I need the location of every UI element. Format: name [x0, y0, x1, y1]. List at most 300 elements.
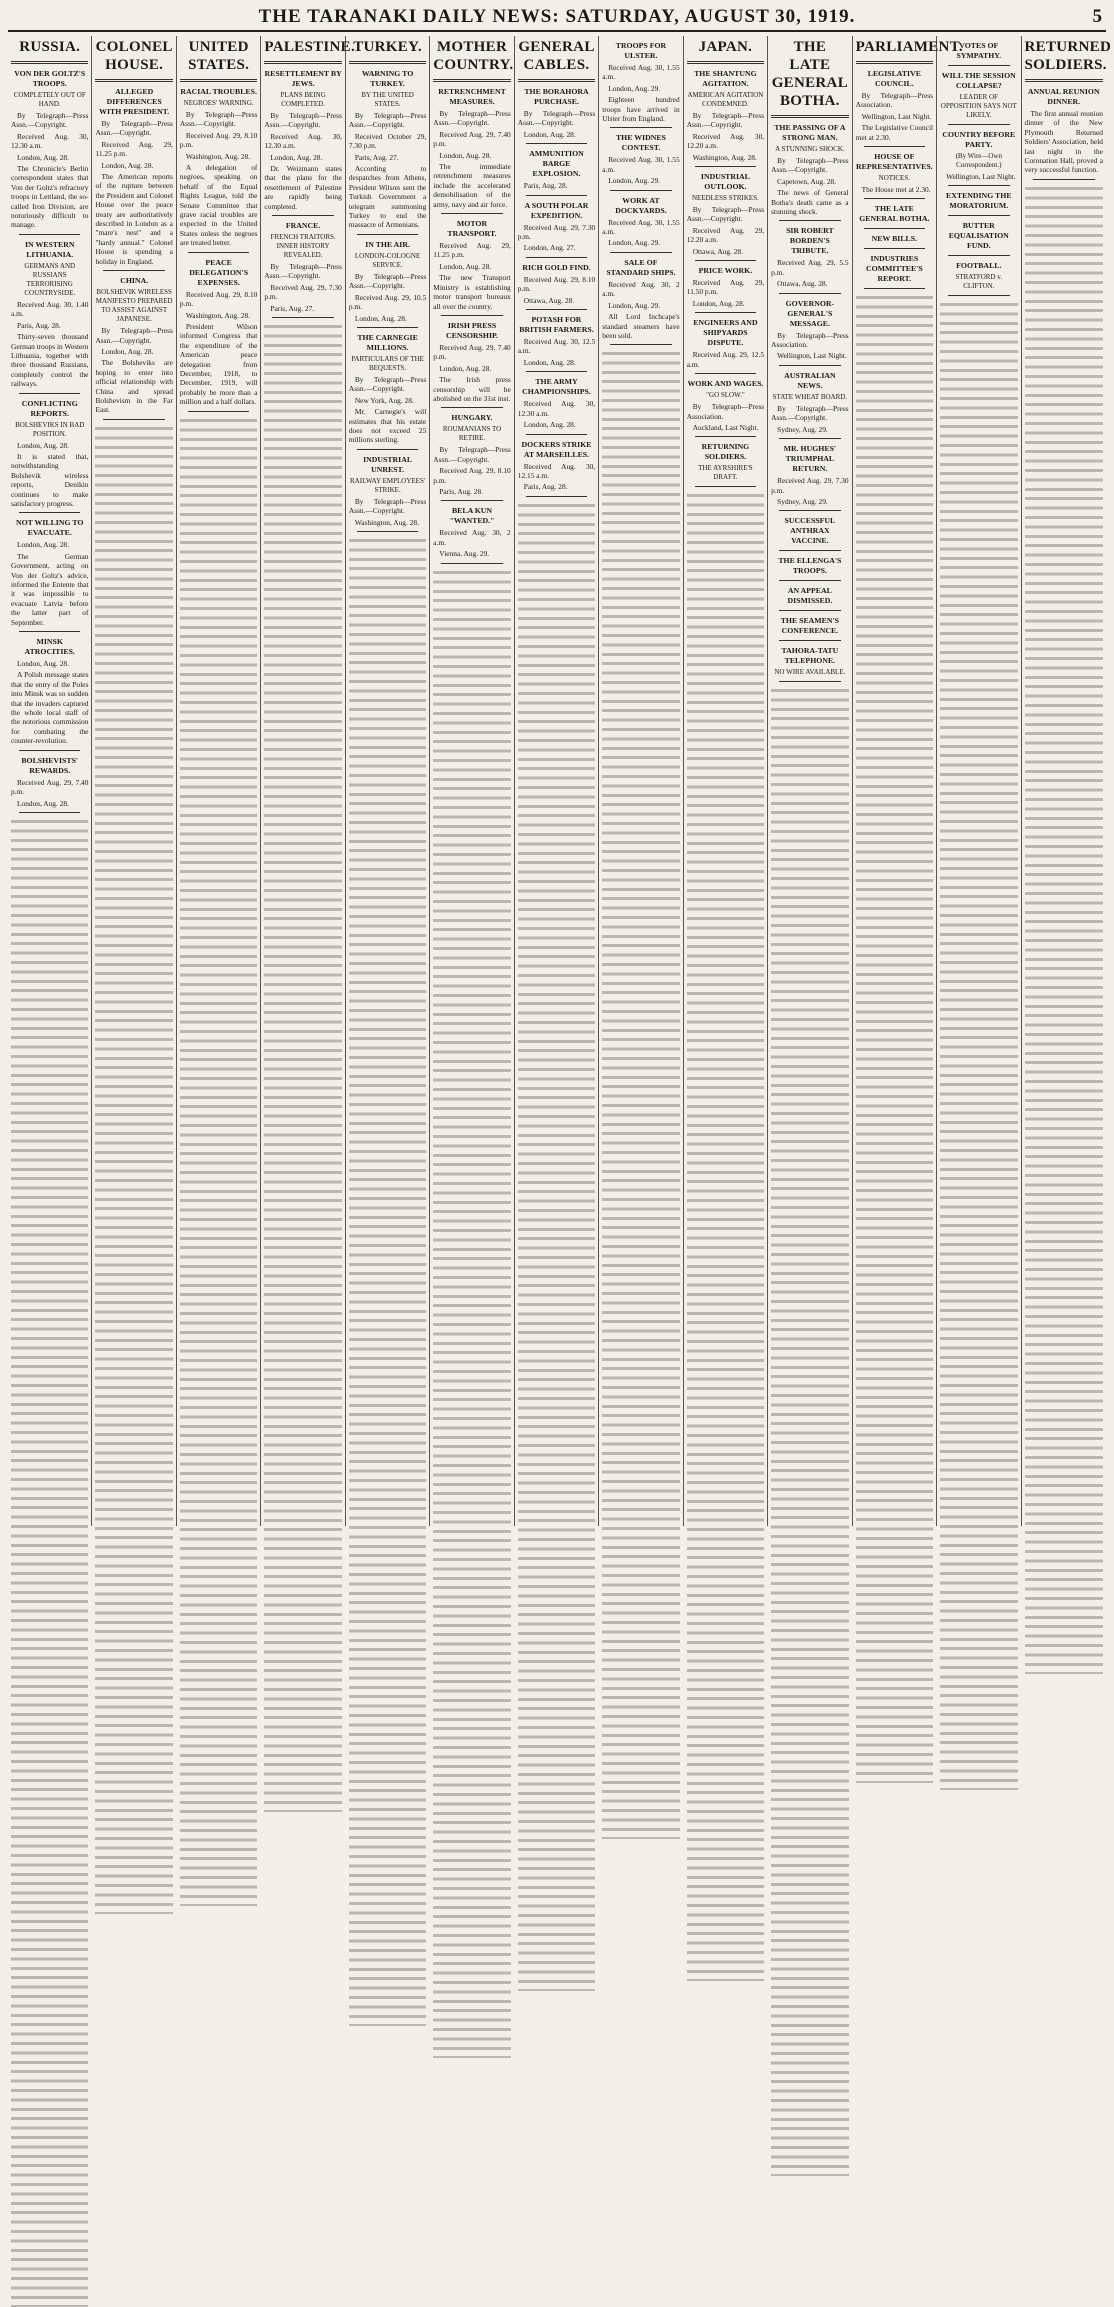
story-text: All Lord Inchcape's standard steamers have been sold. — [602, 312, 680, 340]
column-heading: THE LATE GENERAL BOTHA. — [771, 39, 848, 109]
masthead — [8, 4, 1106, 32]
story-divider — [526, 195, 587, 196]
story-divider — [441, 407, 502, 408]
page-number: 5 — [1092, 6, 1102, 27]
story-title: THE PASSING OF A STRONG MAN. — [774, 123, 846, 142]
story-divider — [779, 681, 840, 682]
story-text: London, Aug. 28. — [17, 440, 69, 450]
story-title: THE SHANTUNG AGITATION. — [694, 69, 757, 88]
story-text: London, Aug. 29. — [608, 300, 661, 310]
story-text: Received Aug. 30, 12.30 a.m. — [264, 131, 342, 151]
story-text: London, Aug. 28. — [354, 313, 407, 323]
story-text: By Telegraph—Press Assn.—Copyright. — [348, 271, 427, 291]
story-divider — [441, 500, 502, 501]
story-text: By Telegraph—Press Assn.—Copyright. — [771, 156, 849, 175]
story-divider — [357, 234, 418, 235]
story-divider — [610, 127, 671, 128]
story-title: RESETTLEMENT BY JEWS. — [264, 69, 342, 88]
story-subtitle: A STUNNING SHOCK. — [775, 145, 845, 153]
story-subtitle: PLANS BEING COMPLETED. — [280, 91, 326, 108]
story-title: CONFLICTING REPORTS. — [21, 398, 78, 418]
story-text: Paris, Aug. 28. — [17, 320, 61, 330]
story-title: COUNTRY BEFORE PARTY. — [942, 130, 1016, 149]
body-text-texture — [602, 349, 679, 1839]
story-text: London, Aug. 28. — [17, 540, 69, 550]
story-subtitle: STRATFORD v. CLIFTON. — [955, 273, 1003, 291]
story-text: The American reports of the rupture between the President and Colonel House over the peace treaty are authoritatively described in London as a "mare's nest" and a "hardy annual." Colonel House is spending a holiday in England. — [95, 172, 173, 266]
story-divider — [357, 449, 418, 450]
story-divider — [779, 220, 840, 221]
story-title: GOVERNOR-GENERAL'S MESSAGE. — [785, 298, 835, 328]
body-text-texture — [771, 686, 848, 2176]
story-text: Washington, Aug. 28. — [692, 152, 757, 162]
story-title: RICH GOLD FIND. — [522, 262, 591, 272]
story-title: WORK AT DOCKYARDS. — [615, 195, 667, 215]
story-text: The Legislative Council met at 2.30. — [855, 123, 934, 142]
story-text: The first annual reunion dinner of the New Plymouth Returned Soldiers' Association, held last night in the Coronation Hall, proved a very successful function. — [1024, 109, 1103, 175]
story-title: HUNGARY. — [451, 413, 493, 423]
story-divider — [103, 270, 164, 271]
story-text: Received Aug. 29, 8.10 p.m. — [179, 130, 258, 150]
story-title: THE LATE GENERAL BOTHA. — [859, 204, 930, 224]
story-text: London, Aug. 28. — [439, 261, 492, 271]
story-text: Capetown, Aug. 28. — [777, 176, 837, 186]
story-divider — [188, 252, 249, 253]
story-title: MR. HUGHES' TRIUMPHAL RETURN. — [783, 444, 837, 474]
story-text: By Telegraph—Press Assn.—Copyright. — [517, 109, 596, 128]
story-text: Received Aug. 29, 10.5 p.m. — [348, 292, 427, 312]
story-divider — [779, 510, 840, 511]
story-subtitle: ROUMANIANS TO RETIRE. — [442, 425, 502, 443]
body-text-texture — [95, 424, 172, 1914]
story-title: A SOUTH POLAR EXPEDITION. — [524, 200, 589, 220]
story-subtitle: BOLSHEVIKS IN BAD POSITION. — [15, 420, 85, 438]
story-title: THE BORAHORA PURCHASE. — [524, 87, 589, 106]
newspaper-title: THE TARANAKI DAILY NEWS: SATURDAY, AUGUST 30, 1919. — [258, 6, 856, 27]
story-text: Washington, Aug. 28. — [185, 310, 250, 320]
story-text: Received Aug. 30, 12.5 a.m. — [517, 337, 596, 356]
story-title: THE WIDNES CONTEST. — [615, 133, 666, 153]
heading-rule — [687, 61, 764, 64]
body-text-texture — [180, 416, 257, 1906]
column-7 — [515, 36, 599, 1526]
column-heading: PARLIAMENT. — [855, 39, 963, 55]
column-heading: JAPAN. — [698, 39, 753, 55]
story-text: Received Aug. 29, 12.5 a.m. — [686, 350, 765, 369]
story-title: VON DER GOLTZ'S TROOPS. — [14, 69, 86, 88]
story-text: London, Aug. 28. — [692, 298, 745, 308]
body-text-texture — [264, 322, 341, 1812]
story-subtitle: NO WIRE AVAILABLE. — [774, 668, 846, 677]
story-divider — [779, 438, 840, 439]
story-title: RACIAL TROUBLES. — [180, 87, 257, 96]
story-divider — [441, 563, 502, 564]
column-3 — [177, 36, 261, 1526]
story-text: London, Aug. 28. — [17, 798, 69, 808]
story-title: WARNING TO TURKEY. — [361, 69, 414, 88]
story-text: By Telegraph—Press Association. — [771, 330, 849, 350]
story-title: RETRENCHMENT MEASURES. — [438, 87, 506, 106]
story-text: London, Aug. 28. — [523, 420, 576, 430]
story-text: The immediate retrenchment measures include the accelerated demobilisation of the army, navy and air force. — [433, 162, 511, 209]
story-text: Sydney, Aug. 29. — [777, 496, 828, 506]
story-text: By Telegraph—Press Assn.—Copyright. — [433, 109, 511, 128]
story-subtitle: NEEDLESS STRIKES. — [691, 194, 759, 203]
story-title: POTASH FOR BRITISH FARMERS. — [519, 315, 594, 335]
story-title: VOTES OF SYMPATHY. — [956, 41, 1002, 60]
story-title: PRICE WORK. — [698, 266, 753, 276]
story-divider — [526, 257, 587, 258]
story-text: Received Aug. 30, 12.30 a.m. — [517, 399, 596, 418]
story-title: THE ARMY CHAMPIONSHIPS. — [522, 377, 591, 397]
story-title: LEGISLATIVE COUNCIL. — [867, 69, 921, 88]
story-divider — [526, 143, 587, 144]
story-title: DOCKERS STRIKE AT MARSEILLES. — [521, 439, 592, 459]
body-text-texture — [518, 501, 595, 1991]
story-text: Sydney, Aug. 29. — [777, 424, 828, 434]
story-subtitle: RAILWAY EMPLOYEES' STRIKE. — [350, 476, 426, 494]
story-text: Washington, Aug. 28. — [185, 151, 250, 161]
story-divider — [526, 496, 587, 497]
story-title: PEACE DELEGATION'S EXPENSES. — [189, 257, 249, 287]
story-text: Dr. Weizmann states that the plans for the resettlement of Palestine are rapidly being completed. — [264, 164, 342, 211]
story-title: SIR ROBERT BORDEN'S TRIBUTE. — [786, 226, 834, 256]
story-title: RETURNING SOLDIERS. — [701, 442, 750, 462]
story-subtitle: LONDON-COLOGNE SERVICE. — [354, 251, 421, 269]
story-divider — [779, 640, 840, 641]
story-title: WILL THE SESSION COLLAPSE? — [941, 71, 1016, 90]
story-text: The Chronicle's Berlin correspondent states that Von der Goltz's refractory troops in Lettland, the so-called Iron Division, are notoriously difficult to manage. — [11, 164, 89, 230]
story-divider — [864, 288, 925, 289]
story-title: BUTTER EQUALISATION FUND. — [948, 221, 1009, 251]
story-text: The Irish press censorship will be abolished on the 31st inst. — [433, 375, 511, 403]
story-subtitle: "GO SLOW." — [706, 391, 745, 400]
story-subtitle: (By Wire—Own Correspondent.) — [955, 152, 1003, 169]
story-text: London, Aug. 28. — [439, 363, 492, 373]
story-text: Washington, Aug. 28. — [354, 517, 419, 527]
story-text: By Telegraph—Press Assn.—Copyright. — [11, 111, 89, 130]
story-title: IRISH PRESS CENSORSHIP. — [446, 320, 498, 340]
story-divider — [19, 393, 80, 394]
story-subtitle: LEADER OF OPPOSITION SAYS NOT LIKELY. — [940, 93, 1017, 119]
story-title: ANNUAL REUNION DINNER. — [1027, 87, 1100, 106]
story-text: The German Government, acting on Von der Goltz's advice, informed the Entente that it was impossible to evacuate Latvia before the latter part of September. — [11, 551, 89, 627]
story-divider — [441, 315, 502, 316]
column-11 — [853, 36, 963, 1526]
story-text: Received Aug. 29, 11.25 p.m. — [95, 139, 173, 159]
column-13 — [1022, 36, 1112, 1526]
story-text: By Telegraph—Press Assn.—Copyright. — [95, 119, 173, 138]
column-heading: TURKEY. — [353, 39, 422, 55]
story-divider — [695, 436, 756, 437]
heading-rule — [433, 79, 510, 82]
story-subtitle: PARTICULARS OF THE BEQUESTS. — [351, 354, 424, 372]
story-title: WORK AND WAGES. — [687, 379, 764, 389]
story-text: By Telegraph—Press Assn.—Copyright. — [686, 205, 765, 224]
story-text: New York, Aug. 28. — [354, 395, 414, 405]
column-9 — [684, 36, 768, 1526]
story-text: Received Aug. 29, 7.30 p.m. — [264, 282, 342, 302]
column-heading: MOTHER COUNTRY. — [433, 39, 514, 73]
story-divider — [103, 419, 164, 420]
story-text: By Telegraph—Press Assn.—Copyright. — [348, 496, 427, 516]
story-title: EXTENDING THE MORATORIUM. — [946, 191, 1012, 211]
heading-rule — [1025, 79, 1103, 82]
story-divider — [695, 312, 756, 313]
story-divider — [357, 327, 418, 328]
story-subtitle: GERMANS AND RUSSIANS TERRORISING COUNTRYSIDE. — [24, 261, 76, 297]
story-text: Received Aug. 30, 1.55 a.m. — [602, 63, 680, 82]
story-text: London, Aug. 29. — [608, 83, 661, 93]
story-text: Received Aug. 29, 5.5 p.m. — [771, 258, 849, 277]
story-divider — [695, 373, 756, 374]
story-title: BELA KUN "WANTED." — [449, 506, 495, 526]
story-divider — [948, 124, 1009, 125]
story-title: INDUSTRIES COMMITTEE'S REPORT. — [865, 254, 923, 284]
story-title: ENGINEERS AND SHIPYARDS DISPUTE. — [693, 318, 758, 348]
story-title: IN WESTERN LITHUANIA. — [24, 239, 75, 259]
column-heading: GENERAL CABLES. — [518, 39, 595, 73]
story-text: Received Aug. 30, 1.55 a.m. — [602, 217, 680, 237]
column-heading: UNITED STATES. — [188, 39, 250, 73]
story-text: Received Aug. 29, 8.10 p.m. — [433, 466, 511, 485]
story-text: Received Aug. 29, 8.10 p.m. — [179, 289, 258, 309]
story-divider — [779, 550, 840, 551]
story-divider — [19, 631, 80, 632]
story-text: The new Transport Ministry is establishing motor transport bureaux all over the country. — [433, 273, 511, 311]
story-divider — [1033, 179, 1095, 180]
story-divider — [695, 486, 756, 487]
story-text: Wellington, Last Night. — [946, 172, 1016, 181]
story-title: INDUSTRIAL UNREST. — [363, 454, 413, 474]
story-divider — [272, 317, 333, 318]
column-heading: RETURNED SOLDIERS. — [1024, 39, 1112, 73]
story-divider — [441, 213, 502, 214]
column-heading: RUSSIA. — [19, 39, 81, 55]
story-text: It is stated that, notwithstanding Bolshevik wireless reports, Denikin continues to make satisfactory progress. — [11, 451, 89, 508]
body-text-texture — [11, 817, 88, 2307]
story-title: THE CARNEGIE MILLIONS. — [357, 332, 418, 352]
story-title: IN THE AIR. — [365, 239, 410, 249]
body-text-texture — [433, 568, 510, 2058]
story-text: Received Aug. 30, 12.15 a.m. — [517, 461, 596, 480]
story-text: A Polish message states that the entry of the Poles into Minsk was so sudden that the invaders captured the whole local staff of the notorious commission for combating the counter-revolution. — [11, 670, 89, 746]
story-text: By Telegraph—Press Assn.—Copyright. — [348, 111, 427, 130]
story-text: The news of General Botha's death came as a stunning shock. — [771, 188, 849, 217]
story-text: Received Aug. 30, 2 a.m. — [433, 528, 511, 547]
story-text: Received Aug. 29, 7.40 p.m. — [11, 777, 89, 797]
column-4 — [261, 36, 356, 1526]
columns-area — [8, 36, 1112, 1526]
story-subtitle: FRENCH TRAITORS. INNER HISTORY REVEALED. — [270, 233, 336, 260]
story-text: Wellington, Last Night. — [777, 351, 847, 361]
story-text: Received Aug. 29, 7.30 p.m. — [771, 476, 849, 495]
story-text: Mr. Carnegie's will estimates that his estate does not exceed 25 millions sterling. — [348, 407, 427, 445]
story-divider — [526, 309, 587, 310]
heading-rule — [349, 61, 426, 64]
story-text: By Telegraph—Press Assn.—Copyright. — [264, 262, 342, 281]
story-title: AUSTRALIAN NEWS. — [784, 370, 836, 390]
story-text: London, Aug. 28. — [523, 357, 576, 367]
column-heading: PALESTINE. — [264, 39, 356, 55]
story-title: TROOPS FOR ULSTER. — [615, 41, 667, 60]
story-text: President Wilson informed Congress that the expenditure of the American peace delegation from December, 1918, to December, 1919, will probably be more than a million and a half dollars. — [179, 321, 258, 407]
story-title: MINSK ATROCITIES. — [24, 637, 75, 657]
body-text-texture — [349, 536, 426, 2026]
column-6 — [430, 36, 514, 1526]
story-divider — [864, 228, 925, 229]
body-text-texture — [940, 300, 1017, 1790]
story-subtitle: NOTICES. — [878, 174, 910, 183]
story-text: Vienna, Aug. 29. — [439, 549, 490, 559]
story-text: A delegation of negroes, speaking on behalf of the Equal Rights League, told the Senate Committee that grave racial troubles are expected in the United States unless the negroes are treated better. — [179, 163, 258, 248]
story-subtitle: BY THE UNITED STATES. — [361, 91, 414, 108]
story-text: By Telegraph—Press Assn.—Copyright. — [348, 374, 427, 394]
story-divider — [948, 215, 1009, 216]
story-text: Received Aug. 29, 11.50 p.m. — [686, 278, 765, 297]
story-divider — [779, 293, 840, 294]
story-text: Paris, Aug. 28. — [523, 482, 568, 492]
story-text: Received Aug. 29, 11.25 p.m. — [433, 241, 511, 260]
story-text: According to despatches from Athens, President Wilson sent the Turkish Government a telegram summoning Turkey to end the massacre of Armenians. — [348, 164, 427, 230]
story-text: Received Aug. 30, 2 a.m. — [602, 279, 680, 299]
story-text: Received Aug. 29, 7.30 p.m. — [517, 222, 596, 242]
story-title: BOLSHEVISTS' REWARDS. — [21, 755, 79, 775]
story-divider — [779, 580, 840, 581]
story-subtitle: THE AYRSHIRE'S DRAFT. — [698, 464, 753, 482]
heading-rule — [11, 61, 88, 64]
story-text: Eighteen hundred troops have arrived in Ulster from England. — [602, 95, 680, 124]
story-text: Paris, Aug. 27. — [270, 303, 315, 313]
story-text: Auckland, Last Night. — [692, 422, 759, 432]
heading-rule — [771, 115, 848, 118]
story-title: MOTOR TRANSPORT. — [447, 219, 497, 239]
story-text: By Telegraph—Press Assn.—Copyright. — [95, 326, 173, 345]
story-text: London, Aug. 28. — [439, 150, 492, 160]
body-text-texture — [687, 491, 764, 1981]
story-text: Received Aug. 29, 8.10 p.m. — [517, 274, 596, 294]
story-subtitle: NEGROES' WARNING. — [183, 99, 254, 107]
story-title: TAHORA-TATU TELEPHONE. — [781, 646, 839, 666]
story-text: By Telegraph—Press Assn.—Copyright. — [179, 110, 258, 129]
story-divider — [19, 750, 80, 751]
story-text: London, Aug. 28. — [523, 129, 576, 139]
story-text: London, Aug. 28. — [101, 160, 154, 170]
story-text: Received October 29, 7.30 p.m. — [348, 131, 427, 151]
story-text: Wellington, Last Night. — [861, 111, 932, 121]
story-title: INDUSTRIAL OUTLOOK. — [700, 172, 750, 192]
story-title: THE SEAMEN'S CONFERENCE. — [780, 616, 839, 636]
story-divider — [272, 215, 333, 216]
story-title: FRANCE. — [285, 221, 321, 231]
story-title: FOOTBALL. — [956, 261, 1002, 271]
story-title: AMMUNITION BARGE EXPLOSION. — [529, 149, 584, 179]
story-text: Received Aug. 30, 1.40 a.m. — [11, 299, 89, 319]
story-divider — [948, 185, 1009, 186]
story-divider — [188, 411, 249, 412]
story-title: SUCCESSFUL ANTHRAX VACCINE. — [784, 516, 836, 546]
story-text: London, Aug. 28. — [17, 659, 69, 669]
story-text: The House met at 2.30. — [861, 185, 931, 195]
story-text: London, Aug. 29. — [608, 176, 661, 186]
story-text: Received Aug. 30, 12.30 a.m. — [11, 131, 89, 151]
story-text: By Telegraph—Press Assn.—Copyright. — [771, 403, 849, 423]
story-title: SALE OF STANDARD SHIPS. — [606, 257, 676, 277]
story-text: Received Aug. 30, 1.55 a.m. — [602, 155, 680, 174]
story-text: The Bolsheviks are hoping to enter into official relationship with China and spread Bolshevism in the Far East. — [95, 358, 173, 415]
story-subtitle: COMPLETELY OUT OF HAND. — [13, 91, 86, 108]
story-title: THE ELLENGA'S TROOPS. — [778, 556, 842, 576]
heading-rule — [95, 79, 172, 82]
column-2 — [92, 36, 176, 1526]
story-title: AN APPEAL DISMISSED. — [787, 586, 833, 606]
story-text: By Telegraph—Press Association. — [855, 91, 934, 110]
heading-rule — [264, 61, 341, 64]
story-text: By Telegraph—Press Assn.—Copyright. — [264, 111, 342, 130]
story-title: CHINA. — [120, 276, 149, 286]
column-heading: COLONEL HOUSE. — [95, 39, 173, 73]
story-divider — [695, 166, 756, 167]
story-text: London, Aug. 27. — [523, 243, 576, 253]
story-text: London, Aug. 28. — [17, 152, 69, 162]
story-text: Received Aug. 29, 7.40 p.m. — [433, 129, 511, 149]
story-divider — [610, 344, 671, 345]
story-text: By Telegraph—Press Association. — [686, 402, 765, 421]
story-text: Paris, Aug. 27. — [354, 152, 399, 162]
story-text: Received Aug. 29, 12.20 a.m. — [686, 225, 765, 245]
story-title: NEW BILLS. — [871, 234, 918, 244]
story-divider — [779, 610, 840, 611]
story-text: Ottawa, Aug. 28. — [523, 295, 575, 305]
story-text: By Telegraph—Press Assn.—Copyright. — [686, 111, 765, 130]
story-divider — [948, 255, 1009, 256]
story-divider — [357, 531, 418, 532]
body-text-texture — [856, 293, 933, 1783]
story-text: Received Aug. 29, 7.40 p.m. — [433, 342, 511, 362]
story-divider — [526, 434, 587, 435]
column-10 — [768, 36, 852, 1526]
heading-rule — [180, 79, 257, 82]
story-title: HOUSE OF REPRESENTATIVES. — [856, 152, 933, 172]
story-text: London, Aug. 28. — [101, 346, 154, 356]
story-divider — [610, 252, 671, 253]
story-divider — [864, 146, 925, 147]
story-divider — [19, 234, 80, 235]
story-text: Paris, Aug. 28. — [439, 486, 484, 496]
story-subtitle: BOLSHEVIK WIRELESS MANIFESTO PREPARED TO ASSIST AGAINST JAPANESE. — [95, 288, 173, 324]
heading-rule — [518, 79, 595, 82]
story-divider — [610, 190, 671, 191]
body-text-texture — [1025, 184, 1103, 1674]
column-1 — [8, 36, 92, 1526]
story-text: Ottawa, Aug. 28. — [777, 279, 828, 289]
story-subtitle: STATE WHEAT BOARD. — [772, 392, 848, 401]
story-divider — [948, 295, 1009, 296]
story-text: London, Aug. 28. — [270, 152, 323, 162]
story-text: Received Aug. 30, 12.20 a.m. — [686, 131, 765, 151]
story-text: By Telegraph—Press Assn.—Copyright. — [433, 445, 511, 464]
column-5 — [346, 36, 430, 1526]
story-text: Ottawa, Aug. 28. — [692, 246, 743, 256]
story-text: London, Aug. 29. — [608, 238, 661, 248]
story-divider — [19, 512, 80, 513]
story-text: Thirty-seven thousand German troops in Western Lithuania, together with three thousand Russians, completely control the railways. — [11, 332, 89, 389]
story-divider — [779, 365, 840, 366]
story-subtitle: AMERICAN AGITATION CONDEMNED. — [687, 91, 764, 108]
story-divider — [695, 260, 756, 261]
column-12 — [937, 36, 1021, 1526]
column-8 — [599, 36, 683, 1526]
